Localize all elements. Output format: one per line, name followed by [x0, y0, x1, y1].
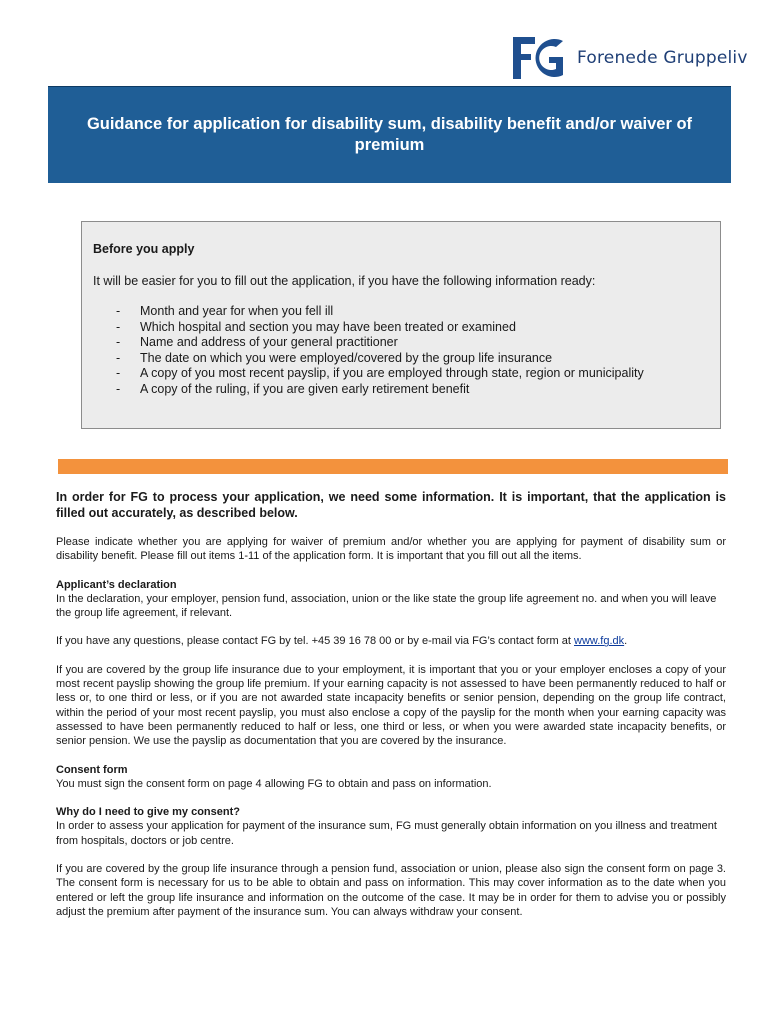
- why-text: In order to assess your application for payment of the insurance sum, FG must generally obtain information on you illness and treatment from hospitals, doctors or job centre.: [56, 820, 717, 847]
- title-banner: [48, 86, 731, 183]
- company-logo: [513, 36, 748, 80]
- list-item: - Which hospital and section you may have been treated or examined: [112, 320, 644, 336]
- list-item: - Month and year for when you fell ill: [112, 304, 644, 320]
- section-declaration: [56, 578, 726, 621]
- orange-divider: [58, 459, 728, 474]
- checklist: [112, 304, 644, 398]
- before-heading: Before you apply: [93, 242, 195, 256]
- consent-title: Consent form: [56, 763, 128, 776]
- list-item: - A copy of the ruling, if you are given early retirement benefit: [112, 382, 644, 398]
- contact-end: .: [624, 635, 628, 648]
- list-item: - The date on which you were employed/covered by the group life insurance: [112, 351, 644, 367]
- section-consent: [56, 763, 726, 792]
- contact-text: If you have any questions, please contact FG by tel. +45 39 16 78 00 or by e-mail via FG’s contact form at: [56, 635, 574, 648]
- list-item: - A copy of you most recent payslip, if you are employed through state, region or municipality: [112, 366, 644, 382]
- consent-text: You must sign the consent form on page 4 allowing FG to obtain and pass on information.: [56, 777, 492, 790]
- paragraph-contact: [56, 634, 726, 648]
- list-item: - Name and address of your general practitioner: [112, 335, 644, 351]
- fg-website-link[interactable]: www.fg.dk: [574, 635, 625, 648]
- paragraph-indicate: Please indicate whether you are applying for waiver of premium and/or whether you are applying for payment of disability sum or disability benefit. Please fill out items 1-11 of the application form. It is important that you fill out all the items.: [56, 536, 726, 563]
- page-title: Guidance for application for disability sum, disability benefit and/or waiver of premium: [86, 115, 693, 154]
- fg-logo-mark-icon: [513, 37, 565, 79]
- lead-paragraph: In order for FG to process your application, we need some information. It is important, that the application is filled out accurately, as described below.: [56, 490, 726, 520]
- paragraph-employment: If you are covered by the group life insurance due to your employment, it is important that you or your employer encloses a copy of your most recent payslip showing the group life premium. If your earning capacity is not assessed to have been permanently reduced to half or less or, to one third or less, or if you are not awarded state incapacity benefits or senior pension, depending on the group life contract, within the period of your most recent payslip, you must also enclose a copy of the payslip for the month when your earning capacity was assessed to have been permanently reduced to half or less, one third or less, or when you were awarded state incapacity benefits, or senior pension. We use the payslip as documentation that you are covered by the insurance.: [56, 663, 726, 748]
- paragraph-pension: If you are covered by the group life insurance through a pension fund, association or union, please also sign the consent form on page 3. The consent form is necessary for us to be able to obtain and pass on information. This may cover information as to the date when you entered or left the group life insurance and information on the outcome of the case. It may be in order for them to advise you or possibly adjust the premium after payment of the insurance sum. You can always withdraw your consent.: [56, 863, 726, 918]
- declaration-text: In the declaration, your employer, pension fund, association, union or the like state the group life agreement no. and when you will leave the group life agreement, if relevant.: [56, 592, 717, 620]
- before-you-apply-box: [81, 221, 721, 429]
- before-intro: It will be easier for you to fill out the application, if you have the following information ready:: [93, 274, 596, 288]
- declaration-title: Applicant’s declaration: [56, 578, 177, 591]
- why-title: Why do I need to give my consent?: [56, 806, 240, 819]
- section-why-consent: [56, 805, 726, 848]
- guidance-body: [56, 489, 726, 933]
- logo-company-name: Forenede Gruppeliv: [577, 48, 748, 68]
